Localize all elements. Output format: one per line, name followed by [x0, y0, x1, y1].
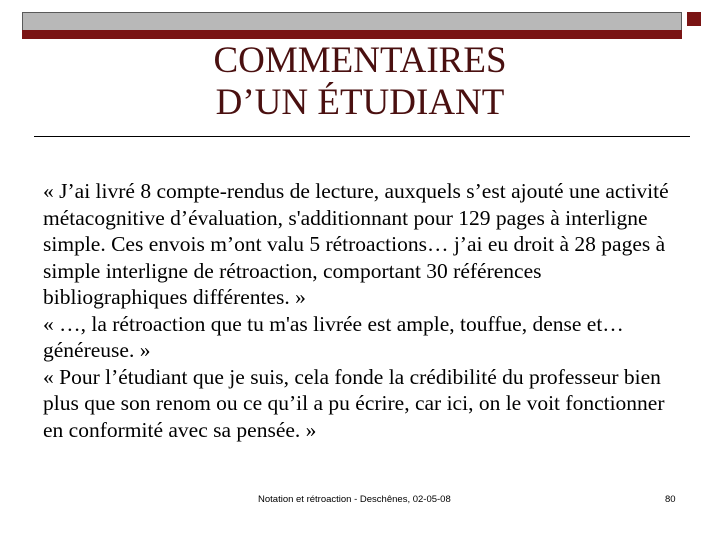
header-stripe [22, 30, 682, 39]
slide-title-line-1: COMMENTAIRES [213, 40, 507, 81]
title-divider [34, 136, 690, 137]
footer-text: Notation et rétroaction - Deschênes, 02-05-08 [258, 494, 451, 505]
quote-paragraph-3: « Pour l’étudiant que je suis, cela fonde la crédibilité du professeur bien plus que son renom ou ce qu’il a pu écrire, car ici, on le voit fonctionner en conformité avec sa pensée. » [43, 364, 665, 442]
quote-paragraph-2: « …, la rétroaction que tu m'as livrée est ample, touffue, dense et… généreuse. » [43, 311, 624, 362]
slide-body [43, 178, 683, 443]
page-number: 80 [665, 494, 676, 505]
quote-paragraph-1: « J’ai livré 8 compte-rendus de lecture, auxquels s’est ajouté une activité métacognitive d’évaluation, s'additionnant pour 129 pages à interligne simple. Ces envois m’ont valu 5 rétroactions… j’ai eu droit à 28 pages à simple interligne de rétroaction, comportant 30 références bibliographiques différentes. » [43, 179, 669, 309]
slide-title [0, 40, 720, 124]
corner-square [687, 12, 701, 26]
slide-title-line-2: D’UN ÉTUDIANT [215, 82, 505, 123]
